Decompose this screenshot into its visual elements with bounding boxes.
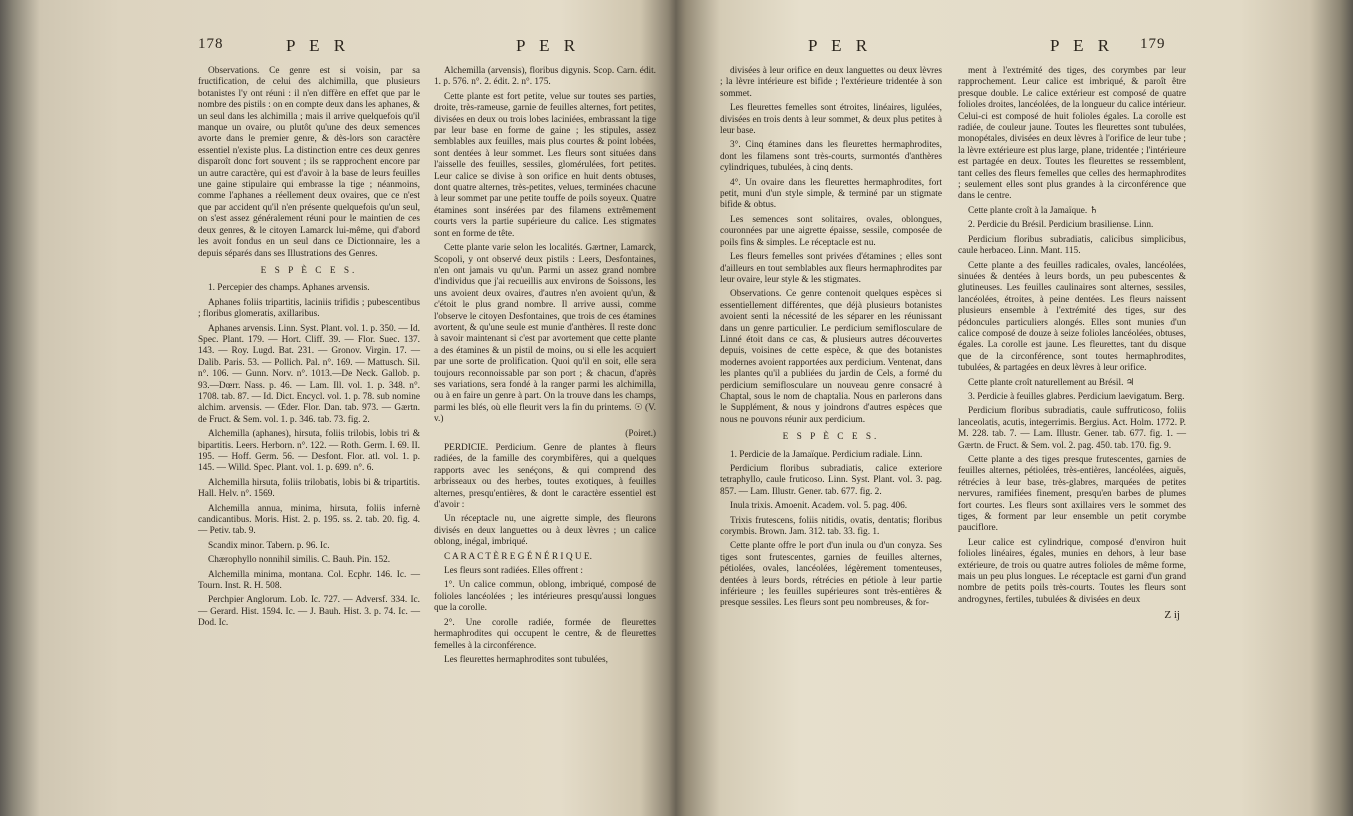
left-col-1 [198,66,420,633]
paragraph: ment à l'extrémité des tiges, des corymbes par leur rapprochement. Leur calice est imbriqué, & paroît être presque double. Le calice extérieur est composé de quatre folioles droites, lancéolées, de la longueur du calice intérieur. Celui-ci est composé de huit folioles égales. La corolle est radiée, de couleur jaune. Toutes les fleurettes sont tubulées, monopétales, divisées en deux lèvres à l'orifice de leur tube ; la lèvre extérieure est plus large, plane, tridentée ; l'intérieure est partagée en deux. Toutes les fleurettes se ressemblent, tant celles des fleurs femelles que celles des hermaphrodites ; seulement elles sont plus grandes à la circonférence que dans le centre. [958,66,1186,202]
paragraph: Cette plante a des feuilles radicales, ovales, lancéolées, sinuées & dentées à leurs bords, un peu pubescentes & glutineuses. Les feuilles caulinaires sont alternes, sessiles, lancéolées, étroites, à peine dentées. Les fleurs naissent plusieurs ensemble à l'extrémité des tiges, sur des pédoncules particuliers alongés. Elles sont munies d'un calice composé de douze à seize folioles lancéolées, obtuses, égales. La corolle est jaune. Les fleurettes, tant du disque que de la circonférence, sont toutes hermaphrodites, tubulées, & partagées en deux lèvres à leur orifice. [958,260,1186,374]
paragraph: (Poiret.) [625,428,656,439]
paragraph: 2. Perdicie du Brésil. Perdicium brasiliense. Linn. [968,220,1154,231]
paragraph: Cette plante est fort petite, velue sur toutes ses parties, droite, très-rameuse, garnie de feuilles alternes, fort petites, divisées en deux ou trois lobes laciniées, embrassant la tige par leur base en forme de gaine ; les stipules, assez semblables aux feuilles, mais plus courtes & point lobées, sont dentées à leur sommet. Les fleurs sont situées dans l'aisselle des feuilles, sessiles, glomérulées, fort petites. Leur calice se divise à son orifice en huit dents obtuses, dont quatre alternes, très-petites, velues, terminées chacune à leur sommet par une petite touffe de poils soyeux. Quatre étamines sont insérées par des filamens extrêmement courts vers la partie supérieure du calice. Les stigmates sont en forme de tête. [434,91,656,239]
paragraph: Aphanes foliis tripartitis, laciniis trifidis ; pubescentibus ; floribus glomeratis, axillaribus. [198,297,420,320]
right-page-number: 179 [1140,36,1166,52]
paragraph: Observations. Ce genre contenoit quelques espèces si essentiellement différentes, que déjà plusieurs botanistes avoient senti la nécessité de les séparer en les réunissant dans un genre particulier. Le perdicium semiflosculare de Linné étoit dans ce cas, & plusieurs autres découvertes depuis, voisines de cette espèce, & que des botanistes modernes avoient rapportées aux perdicium. Ventenat, dans les plantes qu'il a publiées du jardin de Cels, a formé du perdicium semiflosculare un nouveau genre consacré à Chaptal, sous le nom de chaptalia. Nous en parlerons dans le Supplément, & nous y joindrons d'autres espèces que nous ne pouvons réunir aux perdicium. [720,289,942,425]
paragraph: Alchemilla (arvensis), floribus digynis. Scop. Carn. édit. 1. p. 576. n°. 2. édit. 2. n°. 175. [434,66,656,88]
paragraph: 2°. Une corolle radiée, formée de fleurettes hermaphrodites qui occupent le centre, & de fleurettes femelles à la circonférence. [434,617,656,651]
paragraph: Scandix minor. Tabern. p. 96. Ic. [208,540,330,551]
left-head-term-2: P E R [516,36,581,55]
paragraph: Perchpier Anglorum. Lob. Ic. 727. — Adversf. 334. Ic. — Gerard. Hist. 1594. Ic. — J. Bauh. Hist. 3. p. 74. Ic. — Dod. Ic. [198,595,420,629]
paragraph: 3°. Cinq étamines dans les fleurettes hermaphrodites, dont les filamens sont très-courts, surmontés d'anthères cylindriques, tubulées, à cinq dents. [720,140,942,174]
paragraph: Alchemilla (aphanes), hirsuta, foliis trilobis, lobis tri & bipartitis. Leers. Herborn. n°. 122. — Roth. Germ. I. 69. II. 195. — Hoff. Germ. 56. — Desfont. Flor. atl. vol. 1. p. 145. — Willd. Spec. Plant. vol. 1. p. 699. n°. 6. [198,429,420,474]
paragraph: Aphanes arvensis. Linn. Syst. Plant. vol. 1. p. 350. — Id. Spec. Plant. 179. — Hort. Cliff. 39. — Flor. Suec. 137. 143. — Roy. Lugd. Bat. 231. — Gronov. Virgin. 17. — Dalib. Paris. 53. — Pollich. Pal. n°. 169. — Mattusch. Sil. n°. 106. — Gunn. Norv. n°. 1013.—De Neck. Gallob. p. 93.—Dœrr. Nass. p. 46. — Lam. Ill. vol. 1. p. 348. n°. 1708. tab. 87. — Id. Dict. Encycl. vol. 1. p. 78. sub nomine alchim. arvensis. — Œder. Flor. Dan. tab. 973. — Gærtn. de Fruct. & Sem. vol. 1. p. 346. tab. 73. fig. 2. [198,323,421,425]
left-page [198,34,658,665]
paragraph: Perdicium floribus subradiatis, caule suffruticoso, foliis lanceolatis, acutis, integerrimis. Bergius. Act. Holm. 1772. P. M. 228. tab. 7. — Lam. Illustr. Gener. tab. 677. fig. 1. — Gærtn. de Fruct. & Sem. vol. 2. pag. 450. tab. 170. fig. 9. [958,406,1186,451]
paragraph: E S P È C E S. [260,265,358,276]
paragraph: Alchemilla annua, minima, hirsuta, foliis infernè candicantibus. Moris. Hist. 2. p. 195. ss. 2. tab. 20. fig. 4. — Petiv. tab. 9. [198,503,420,537]
paragraph: Les fleurs femelles sont privées d'étamines ; elles sont d'ailleurs en tout semblables aux fleurs hermaphrodites par leur ovaire, leur style & les stigmates. [720,252,942,285]
paragraph: Cette plante croît à la Jamaïque. ♄ [968,205,1098,216]
right-head-term-1: P E R [808,36,873,55]
right-col-1 [720,66,942,613]
paragraph: PERDICIE. Perdicium. Genre de plantes à fleurs radiées, de la famille des corymbifères, qui a quelques rapports avec les senéçons, & qui comprend des arbrisseaux ou des herbes, toutes exotiques, à feuilles alternes, presqu'entières, & dont le caractère essentiel est d'avoir : [434,443,656,511]
paragraph: 3. Perdicie à feuilles glabres. Perdicium laevigatum. Berg. [968,391,1185,402]
right-head-term-2: P E R [1050,36,1115,55]
paragraph: 1. Percepier des champs. Aphanes arvensis. [208,283,370,294]
paragraph: Cette plante offre le port d'un inula ou d'un conyza. Ses tiges sont frutescentes, garnies de feuilles alternes, pétiolées, ovales, lancéolées, légèrement tomenteuses, dentées à leurs bords, rétrécies en pétiole à leur partie inférieure ; les feuilles supérieures sont très-entières & presque sessiles. Les fleurs sont peu nombreuses, & for- [720,541,942,609]
paragraph: Alchemilla hirsuta, foliis trilobatis, lobis bi & tripartitis. Hall. Helv. n°. 1569. [198,477,420,500]
paragraph: Un réceptacle nu, une aigrette simple, des fleurons divisés en deux languettes ou à deux lèvres ; un calice oblong, inégal, imbriqué. [434,514,656,548]
right-running-head [720,34,1190,58]
paragraph: 1°. Un calice commun, oblong, imbriqué, composé de folioles lancéolées ; les intérieures presqu'aussi longues que la corolle. [434,580,656,614]
paragraph: Trixis frutescens, foliis nitidis, ovatis, dentatis; floribus corymbis. Brown. Jam. 312. tab. 33. fig. 1. [720,515,942,538]
paragraph: Perdicium floribus subradiatis, calicibus simplicibus, caule herbaceo. Linn. Mant. 115. [958,234,1186,257]
paragraph: Chærophyllo nonnihil similis. C. Bauh. Pin. 152. [208,555,391,566]
paragraph: Observations. Ce genre est si voisin, par sa fructification, de celui des alchimilla, que plusieurs botanistes l'y ont réuni : il n'en diffère en effet que par le nombre des pistils : on en compte deux dans les aphanes, & un seul dans les alchimilla ; mais il arrive quelquefois qu'il manque un ovaire, ou plutôt qu'une des deux semences avorte dans le premier genre, & dès-lors son caractère essentiel n'existe plus. La distinction entre ces deux genres disparoît donc fort souvent ; ils se rapprochent encore par un autre caractère, qui est d'avoir à la base de leurs feuilles une gaine stipulaire qui embrasse la tige ; néanmoins, comme l'aphanes a réellement deux ovaires, que ce n'est que par accident qu'il n'en présente quelquefois qu'un seul, on s'est assez généralement réuni pour le maintien de ces deux genres, & le citoyen Lamarck lui-même, qui d'abord les avoit fondus en un seul dans ce Dictionnaire, les a depuis séparés dans ses Illustrations des Genres. [198,66,420,259]
paragraph: Les fleurettes hermaphrodites sont tubulées, [444,654,608,665]
paragraph: C A R A C T È R E G É N É R I Q U E. [444,551,592,562]
paragraph: Alchemilla minima, montana. Col. Ecphr. 146. Ic. — Tourn. Inst. R. H. 508. [198,569,420,592]
paragraph: 4°. Un ovaire dans les fleurettes hermaphrodites, fort petit, muni d'un style simple, & terminé par un stigmate bifide & obtus. [720,177,942,211]
left-running-head [198,34,658,58]
left-col-2 [434,66,656,669]
paragraph: Cette plante varie selon les localités. Gærtner, Lamarck, Scopoli, y ont observé deux pistils : Leers, Desfontaines, n'en ont jamais vu qu'un. Parmi un assez grand nombre d'individus que j'ai recueillis aux environs de Soissons, les uns avoient deux ovaires, d'autres n'en avoient qu'un, & c'étoit le plus grand nombre. Il arrive aussi, comme l'observe le citoyen Desfontaines, que trois de ces étamines avortent, & qu'une seule est munie d'anthères. Il reste donc à savoir maintenant si c'est par avortement que cette plante a des étamines & un pistil de moins, ou si elle les acquiert par une sorte de prolification. Quoi qu'il en soit, elle sera toujours reconnoissable par son port ; & chacun, d'après ses variations, sera fondé à la ranger parmi les alchimilla, ou à en faire un genre à part. On la trouve dans les champs, parmi les blés, où elle fleurit vers la fin du printems. ☉ (V. v.) [434,243,656,425]
paragraph: Les fleurettes femelles sont étroites, linéaires, ligulées, divisées en trois dents à leur sommet, & deux plus petites à leur base. [720,103,942,137]
left-page-number: 178 [198,36,224,52]
paragraph: Perdicium floribus subradiatis, calice exteriore tetraphyllo, caule fruticoso. Linn. Syst. Plant. vol. 3. pag. 857. — Lam. Illustr. Gener. tab. 677. fig. 2. [720,464,942,497]
paragraph: Cette plante a des tiges presque frutescentes, garnies de feuilles alternes, pétiolées, très-entières, lancéolées, aiguës, rétrécies à leur base, très-glabres, marquées de petites nervures, ramifiées finement, presqu'en barbes de plumes fort courtes. Les fleurs sont axillaires vers le sommet des tiges, & forment par leur ensemble un petit corymbe pauciflore. [958,455,1186,534]
signature-mark: Z ij [1164,608,1180,621]
paragraph: Les fleurs sont radiées. Elles offrent : [444,566,583,577]
right-page [720,34,1190,621]
paragraph: E S P È C E S. [782,432,880,443]
paragraph: Leur calice est cylindrique, composé d'environ huit folioles linéaires, égales, munies en dehors, à leur base extérieure, de trois ou quatre autres folioles de même forme, mais un peu plus longues. Le réceptacle est garni d'un grand nombre de petits poils très-courts. Toutes les fleurs sont androgynes, fertiles, tubulées & divisées en deux [958,537,1186,605]
paragraph: 1. Perdicie de la Jamaïque. Perdicium radiale. Linn. [730,449,923,460]
paragraph: Cette plante croît naturellement au Brésil. ♃ [968,377,1135,388]
paragraph: Les semences sont solitaires, ovales, oblongues, couronnées par une aigrette épaisse, sessile, composée de poils fins & simples. Le réceptacle est nu. [720,214,942,248]
paragraph: Inula trixis. Amoenit. Academ. vol. 5. pag. 406. [730,501,908,512]
left-head-term-1: P E R [286,36,351,55]
right-col-2 [958,66,1186,621]
paragraph: divisées à leur orifice en deux languettes ou deux lèvres ; la lèvre intérieure est bifide ; l'extérieure tridentée à son sommet. [720,66,942,99]
